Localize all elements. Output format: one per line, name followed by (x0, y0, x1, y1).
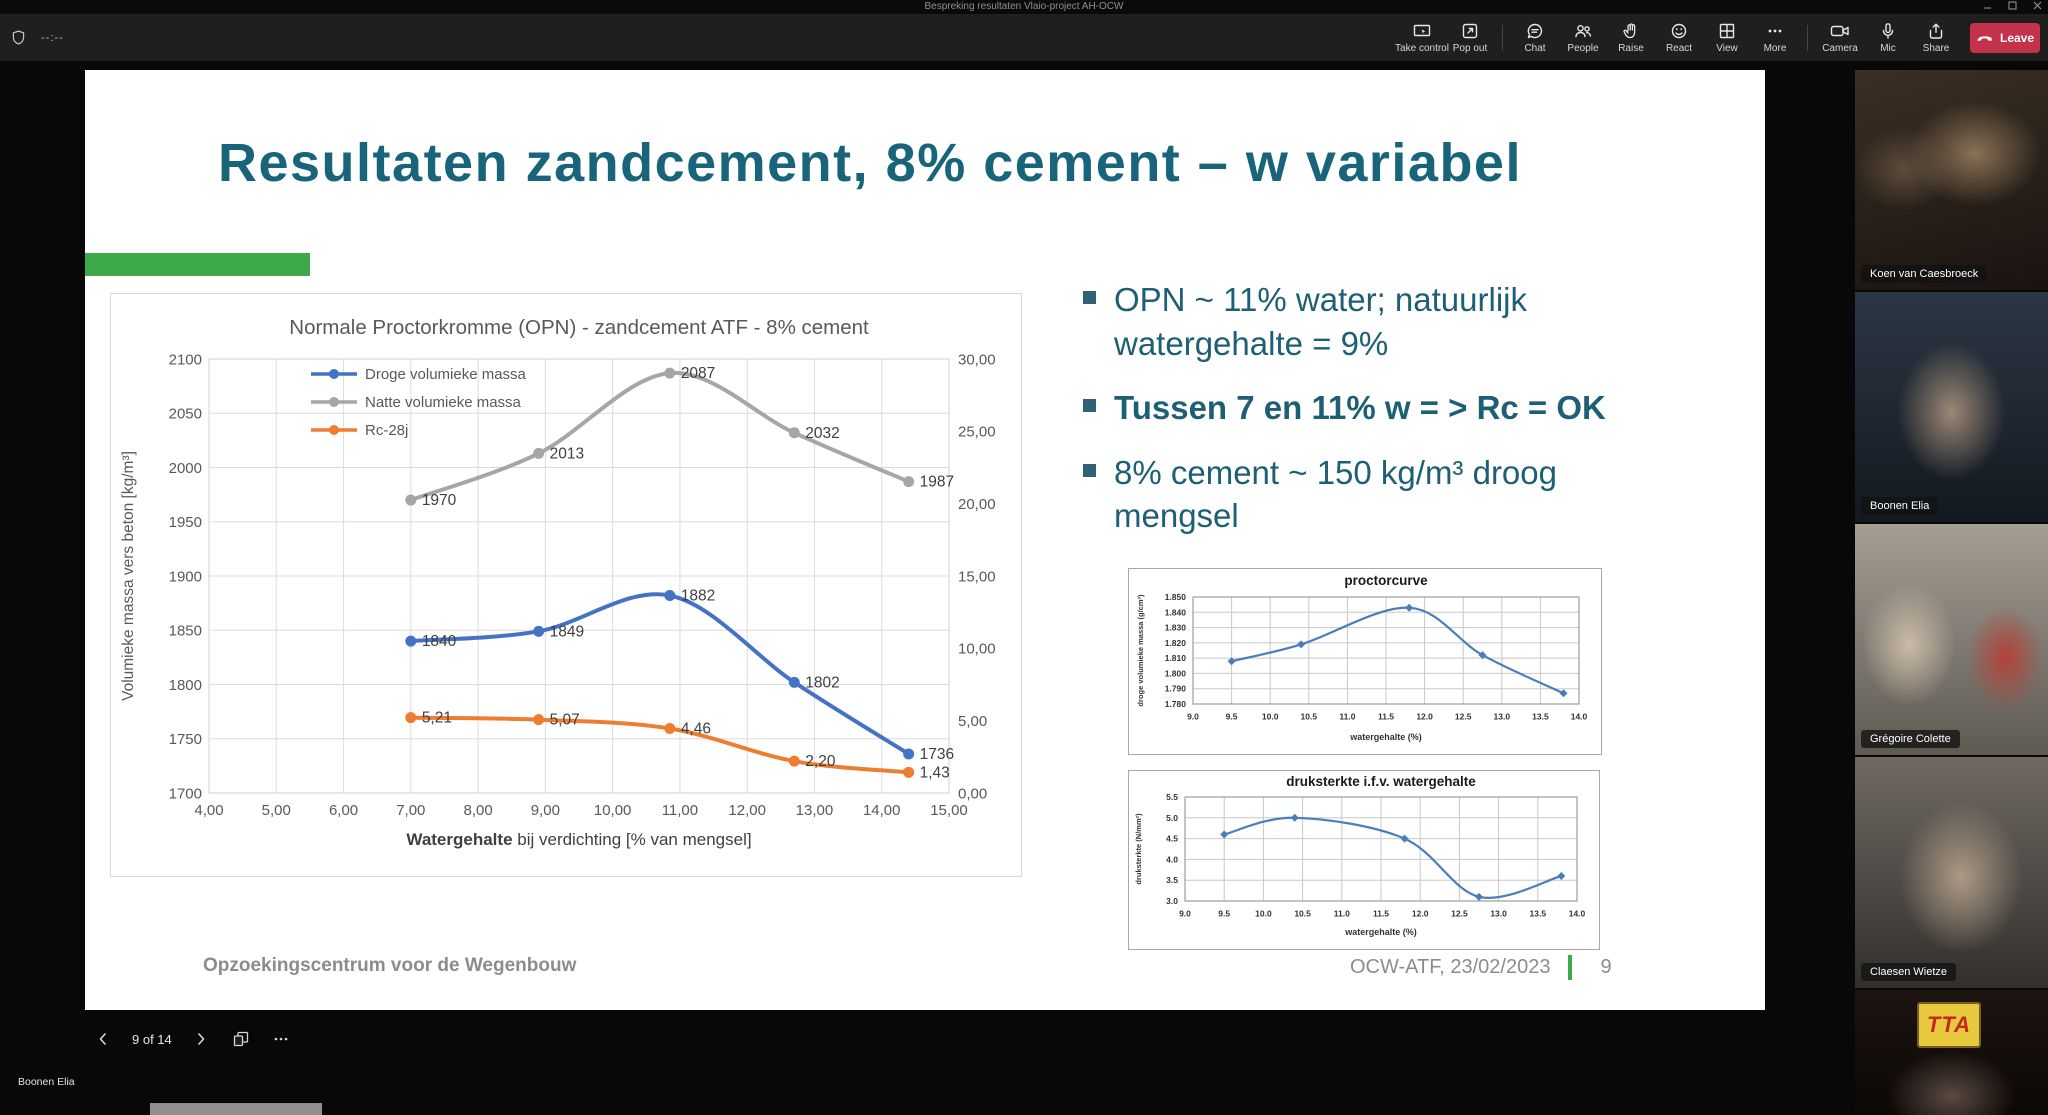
svg-text:13.0: 13.0 (1490, 908, 1507, 919)
svg-text:5.0: 5.0 (1166, 812, 1178, 823)
bullet-square-icon (1083, 399, 1096, 412)
svg-text:5,00: 5,00 (261, 802, 291, 819)
slide-thumbnails-icon[interactable] (228, 1026, 254, 1052)
svg-text:1882: 1882 (680, 587, 716, 605)
svg-text:Volumieke massa vers beton [kg: Volumieke massa vers beton [kg/m³] (120, 451, 137, 701)
svg-text:Rc-28j: Rc-28j (365, 422, 409, 439)
svg-text:2032: 2032 (805, 424, 840, 442)
participant-name: Grégoire Colette (1861, 730, 1960, 748)
leave-label: Leave (1999, 30, 2035, 45)
svg-text:20,00: 20,00 (958, 495, 996, 513)
svg-text:proctorcurve: proctorcurve (1344, 573, 1428, 588)
druksterkte-svg (1129, 771, 1599, 949)
participant-name: Koen van Caesbroeck (1861, 265, 1987, 283)
svg-text:11,00: 11,00 (661, 802, 699, 819)
slide-footer-date: OCW-ATF, 23/02/2023 (1350, 956, 1551, 978)
bullet-item-3 (1083, 451, 1683, 538)
svg-text:1.790: 1.790 (1164, 683, 1186, 694)
svg-text:9.5: 9.5 (1225, 711, 1238, 722)
svg-text:12.5: 12.5 (1454, 711, 1472, 722)
svg-text:15,00: 15,00 (958, 568, 996, 586)
svg-text:1840: 1840 (421, 633, 457, 651)
svg-text:7,00: 7,00 (396, 802, 426, 819)
svg-text:2013: 2013 (549, 445, 585, 463)
svg-text:5.5: 5.5 (1166, 791, 1178, 802)
svg-text:8,00: 8,00 (463, 802, 493, 819)
svg-text:1.830: 1.830 (1164, 622, 1186, 633)
chat-button[interactable] (1511, 16, 1559, 60)
people-button[interactable] (1559, 16, 1607, 60)
raise-label: Raise (1618, 43, 1644, 54)
svg-text:5,07: 5,07 (549, 711, 580, 729)
svg-text:Normale Proctorkromme (OPN) -: Normale Proctorkromme (OPN) - zandcement ATF - 8% cement (289, 316, 869, 339)
svg-text:11.0: 11.0 (1339, 711, 1356, 722)
svg-text:11.0: 11.0 (1333, 908, 1350, 919)
video-tile-bottom[interactable] (1855, 990, 2048, 1115)
svg-text:14.0: 14.0 (1570, 711, 1588, 722)
svg-text:2,20: 2,20 (805, 753, 836, 771)
svg-text:13,00: 13,00 (795, 802, 834, 819)
meeting-toolbar (0, 14, 2048, 61)
svg-text:2000: 2000 (168, 459, 202, 477)
svg-text:11.5: 11.5 (1372, 908, 1390, 919)
shared-slide (85, 70, 1765, 1010)
slide-counter: 9 of 14 (132, 1031, 172, 1047)
svg-text:1,43: 1,43 (919, 764, 950, 782)
svg-text:1850: 1850 (168, 622, 202, 640)
video-tile-boonen-elia[interactable] (1855, 292, 2048, 522)
svg-text:1.850: 1.850 (1164, 591, 1186, 602)
previous-slide-button[interactable] (90, 1026, 116, 1052)
svg-text:1.800: 1.800 (1164, 668, 1186, 679)
chat-label: Chat (1524, 43, 1546, 54)
bullet-item-2 (1083, 386, 1683, 430)
people-label: People (1567, 43, 1599, 54)
react-label: React (1665, 43, 1693, 54)
slide-footer-organisation: Opzoekingscentrum voor de Wegenbouw (203, 955, 577, 976)
participant-name: Claesen Wietze (1861, 963, 1956, 981)
svg-text:9.5: 9.5 (1218, 908, 1231, 919)
svg-text:12.0: 12.0 (1416, 711, 1433, 722)
bullet-1-line-2: watergehalte = 9% (1114, 324, 1389, 362)
slide-navigation (90, 1026, 294, 1052)
proctorcurve-svg (1129, 569, 1601, 754)
svg-text:Natte volumieke massa: Natte volumieke massa (365, 394, 521, 411)
svg-text:10.5: 10.5 (1294, 908, 1311, 919)
svg-text:Droge volumieke massa: Droge volumieke massa (365, 366, 526, 383)
svg-text:1950: 1950 (168, 514, 202, 531)
close-icon[interactable] (2033, 1, 2042, 10)
svg-text:druksterkte i.f.v. watergehalt: druksterkte i.f.v. watergehalte (1286, 774, 1476, 789)
take-control-label: Take control (1395, 43, 1449, 54)
taskbar-fragment (150, 1103, 322, 1115)
green-accent-bar (85, 253, 310, 276)
svg-text:1.780: 1.780 (1164, 698, 1186, 709)
leave-button[interactable] (1970, 23, 2040, 53)
bullet-1-line-1: OPN ~ 11% water; natuurlijk (1114, 281, 1527, 318)
svg-text:1900: 1900 (168, 568, 202, 586)
svg-text:1.840: 1.840 (1164, 607, 1186, 618)
presenter-label: Boonen Elia (18, 1076, 75, 1088)
main-chart-svg (111, 294, 1021, 876)
minimize-icon[interactable] (1983, 1, 1992, 10)
bullet-square-icon (1083, 291, 1096, 304)
view-label: View (1716, 43, 1738, 54)
bullet-item-1 (1083, 278, 1683, 365)
more-label: More (1763, 43, 1787, 54)
footer-green-divider (1568, 955, 1572, 980)
camera-label: Camera (1822, 43, 1858, 54)
svg-text:25,00: 25,00 (958, 423, 996, 441)
svg-text:1.820: 1.820 (1164, 637, 1186, 648)
svg-text:12.0: 12.0 (1411, 908, 1429, 919)
svg-text:13.5: 13.5 (1529, 908, 1547, 919)
svg-text:5,00: 5,00 (958, 712, 988, 730)
svg-text:6,00: 6,00 (328, 802, 359, 819)
svg-text:1700: 1700 (168, 785, 202, 803)
participant-name: Boonen Elia (1861, 497, 1938, 515)
svg-text:1.810: 1.810 (1164, 653, 1186, 664)
pop-out-label: Pop out (1452, 43, 1488, 54)
svg-text:10,00: 10,00 (593, 802, 632, 819)
video-tile-claesen-wietze[interactable] (1855, 757, 2048, 988)
svg-text:9,00: 9,00 (530, 802, 560, 819)
svg-text:10.0: 10.0 (1255, 908, 1272, 919)
pop-out-button[interactable] (1446, 16, 1494, 60)
bullet-2-line-1: Tussen 7 en 11% w = > Rc = OK (1114, 389, 1606, 427)
svg-text:0,00: 0,00 (958, 785, 988, 803)
svg-text:15,00: 15,00 (930, 802, 968, 819)
svg-text:1970: 1970 (421, 492, 457, 510)
window-titlebar (0, 0, 2048, 14)
svg-text:2050: 2050 (168, 405, 202, 423)
svg-text:watergehalte (%): watergehalte (%) (1350, 732, 1422, 742)
tta-logo: TTA (1917, 1002, 1981, 1048)
video-tile-koen-van-caesbroeck[interactable] (1855, 70, 2048, 290)
window-title: Bespreking resultaten Vlaio-project AH-OCW (924, 1, 1124, 12)
svg-text:5,21: 5,21 (421, 709, 452, 727)
svg-text:1736: 1736 (919, 745, 955, 763)
svg-text:13.0: 13.0 (1493, 711, 1511, 722)
svg-text:1800: 1800 (168, 676, 202, 694)
svg-text:11.5: 11.5 (1377, 711, 1395, 722)
svg-text:13.5: 13.5 (1532, 711, 1549, 722)
mic-label: Mic (1880, 43, 1896, 54)
svg-text:12,00: 12,00 (728, 802, 766, 819)
druksterkte-chart (1128, 770, 1600, 950)
camera-button[interactable] (1816, 16, 1864, 60)
bullet-3-line-1: 8% cement ~ 150 kg/m³ droog (1114, 453, 1557, 491)
bullet-square-icon (1083, 464, 1096, 477)
svg-text:10.0: 10.0 (1261, 711, 1279, 722)
more-nav-options-icon[interactable] (268, 1026, 294, 1052)
svg-text:1849: 1849 (549, 623, 585, 641)
main-chart (110, 293, 1022, 877)
shield-icon (10, 29, 27, 46)
svg-text:3.0: 3.0 (1166, 895, 1178, 906)
svg-text:2100: 2100 (168, 351, 202, 369)
meeting-timer: --:-- (41, 31, 64, 44)
svg-text:9.0: 9.0 (1179, 908, 1191, 919)
svg-text:9.0: 9.0 (1187, 711, 1199, 722)
view-button[interactable] (1703, 16, 1751, 60)
next-slide-button[interactable] (188, 1026, 214, 1052)
raise-hand-button[interactable] (1607, 16, 1655, 60)
svg-text:4,46: 4,46 (680, 720, 711, 738)
bullet-list (1083, 278, 1683, 559)
maximize-icon[interactable] (2008, 1, 2017, 10)
svg-text:4.5: 4.5 (1166, 833, 1178, 844)
svg-text:druksterkte (N/mm²): druksterkte (N/mm²) (1134, 813, 1143, 885)
svg-text:1750: 1750 (168, 731, 202, 748)
svg-text:1802: 1802 (805, 674, 840, 692)
video-tile-gregoire-colette[interactable] (1855, 524, 2048, 755)
svg-text:14,00: 14,00 (862, 802, 901, 819)
svg-text:1987: 1987 (919, 473, 955, 491)
slide-title: Resultaten zandcement, 8% cement – w variabel (218, 133, 1522, 193)
svg-text:Watergehalte bij verdichting [: Watergehalte bij verdichting [% van mengsel] (406, 830, 752, 849)
slide-page-number: 9 (1600, 956, 1612, 978)
proctorcurve-chart (1128, 568, 1602, 755)
svg-text:10.5: 10.5 (1300, 711, 1318, 722)
more-button[interactable] (1751, 16, 1799, 60)
svg-text:3.5: 3.5 (1166, 875, 1178, 886)
hang-up-icon (1976, 29, 1994, 47)
share-button[interactable] (1912, 16, 1960, 60)
slide-footer-right (1350, 955, 1612, 980)
svg-text:14.0: 14.0 (1568, 908, 1586, 919)
toolbar-divider (1502, 25, 1503, 51)
svg-text:4,00: 4,00 (194, 802, 224, 819)
svg-text:12.5: 12.5 (1451, 908, 1468, 919)
mic-button[interactable] (1864, 16, 1912, 60)
svg-text:droge volumieke massa (g/cm³): droge volumieke massa (g/cm³) (1136, 594, 1145, 707)
share-label: Share (1922, 43, 1950, 54)
react-button[interactable] (1655, 16, 1703, 60)
svg-text:watergehalte (%): watergehalte (%) (1345, 927, 1417, 937)
svg-text:4.0: 4.0 (1166, 854, 1178, 865)
svg-text:10,00: 10,00 (958, 640, 996, 658)
take-control-button[interactable] (1395, 16, 1449, 60)
svg-text:30,00: 30,00 (958, 351, 996, 369)
svg-text:2087: 2087 (680, 365, 716, 383)
bullet-3-line-2: mengsel (1114, 497, 1239, 535)
toolbar-divider (1807, 25, 1808, 51)
